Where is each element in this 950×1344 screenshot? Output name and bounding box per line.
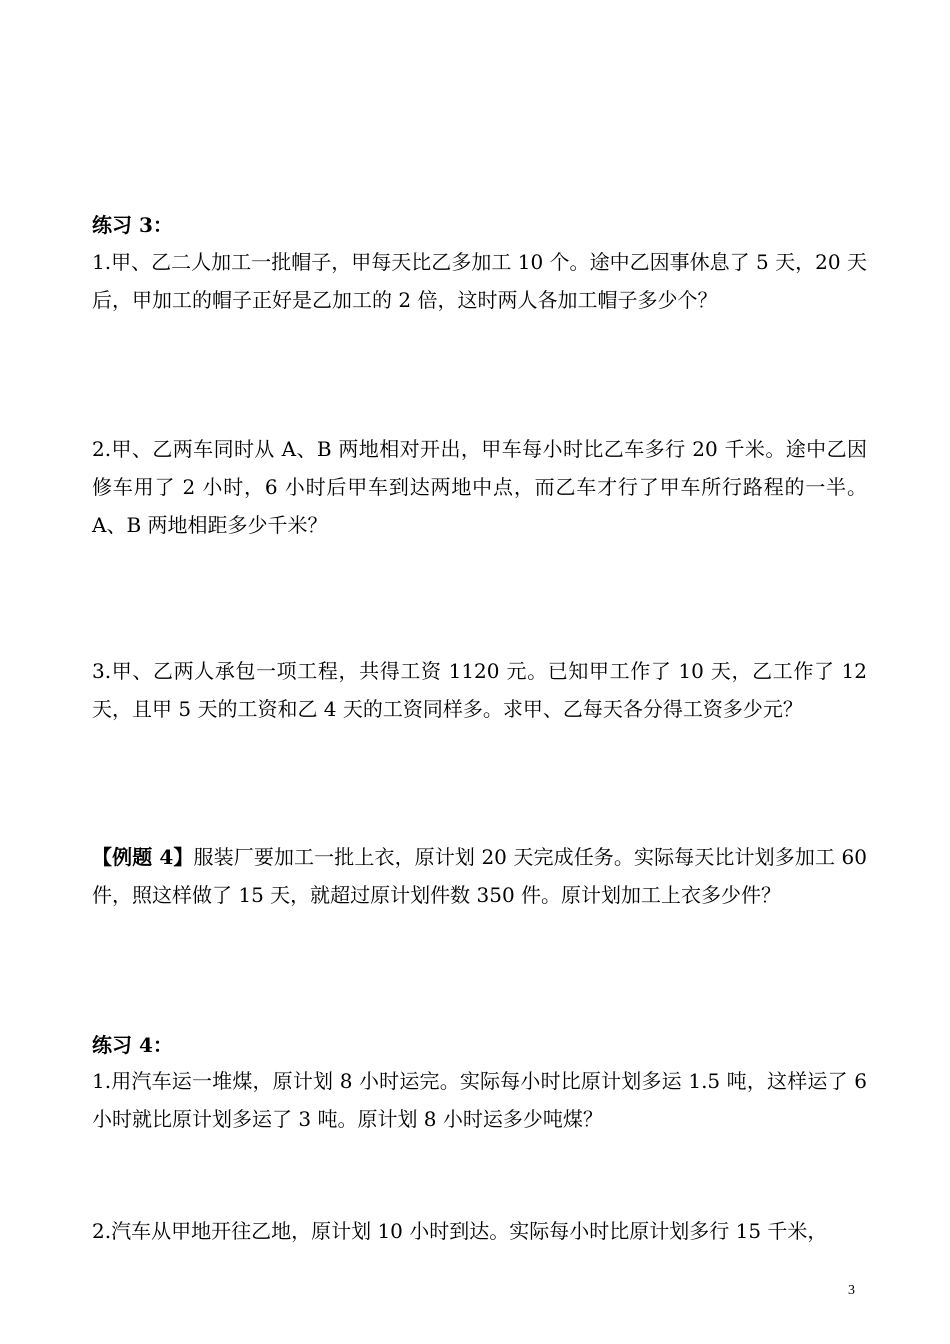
- practice-3-question-3: 3.甲、乙两人承包一项工程，共得工资 1120 元。已知甲工作了 10 天，乙工作了 12 天，且甲 5 天的工资和乙 4 天的工资同样多。求甲、乙每天各分得工资多少元？: [92, 659, 867, 721]
- practice-4-heading: 练习 4：: [92, 1033, 173, 1057]
- page-number: 3: [848, 1283, 855, 1298]
- practice-4-question-2: 2.汽车从甲地开往乙地，原计划 10 小时到达。实际每小时比原计划多行 15 千米，: [92, 1219, 828, 1243]
- practice-3-heading: 练习 3：: [92, 213, 173, 237]
- practice-3-question-2: 2.甲、乙两车同时从 A、B 两地相对开出，甲车每小时比乙车多行 20 千米。途中乙因修车用了 2 小时，6 小时后甲车到达两地中点，而乙车才行了甲车所行路程的一半。A、B 两地相距多少千米？: [92, 437, 867, 537]
- example-4-label: 【例题 4】: [92, 845, 194, 869]
- practice-3-question-1: 1.甲、乙二人加工一批帽子，甲每天比乙多加工 10 个。途中乙因事休息了 5 天，20 天后，甲加工的帽子正好是乙加工的 2 倍，这时两人各加工帽子多少个？: [92, 250, 867, 312]
- example-4-paragraph: [92, 838, 867, 914]
- practice-4-question-1: 1.用汽车运一堆煤，原计划 8 小时运完。实际每小时比原计划多运 1.5 吨，这样运了 6 小时就比原计划多运了 3 吨。原计划 8 小时运多少吨煤？: [92, 1069, 867, 1131]
- example-4-text: 服装厂要加工一批上衣，原计划 20 天完成任务。实际每天比计划多加工 60 件，照这样做了 15 天，就超过原计划件数 350 件。原计划加工上衣多少件？: [92, 845, 867, 907]
